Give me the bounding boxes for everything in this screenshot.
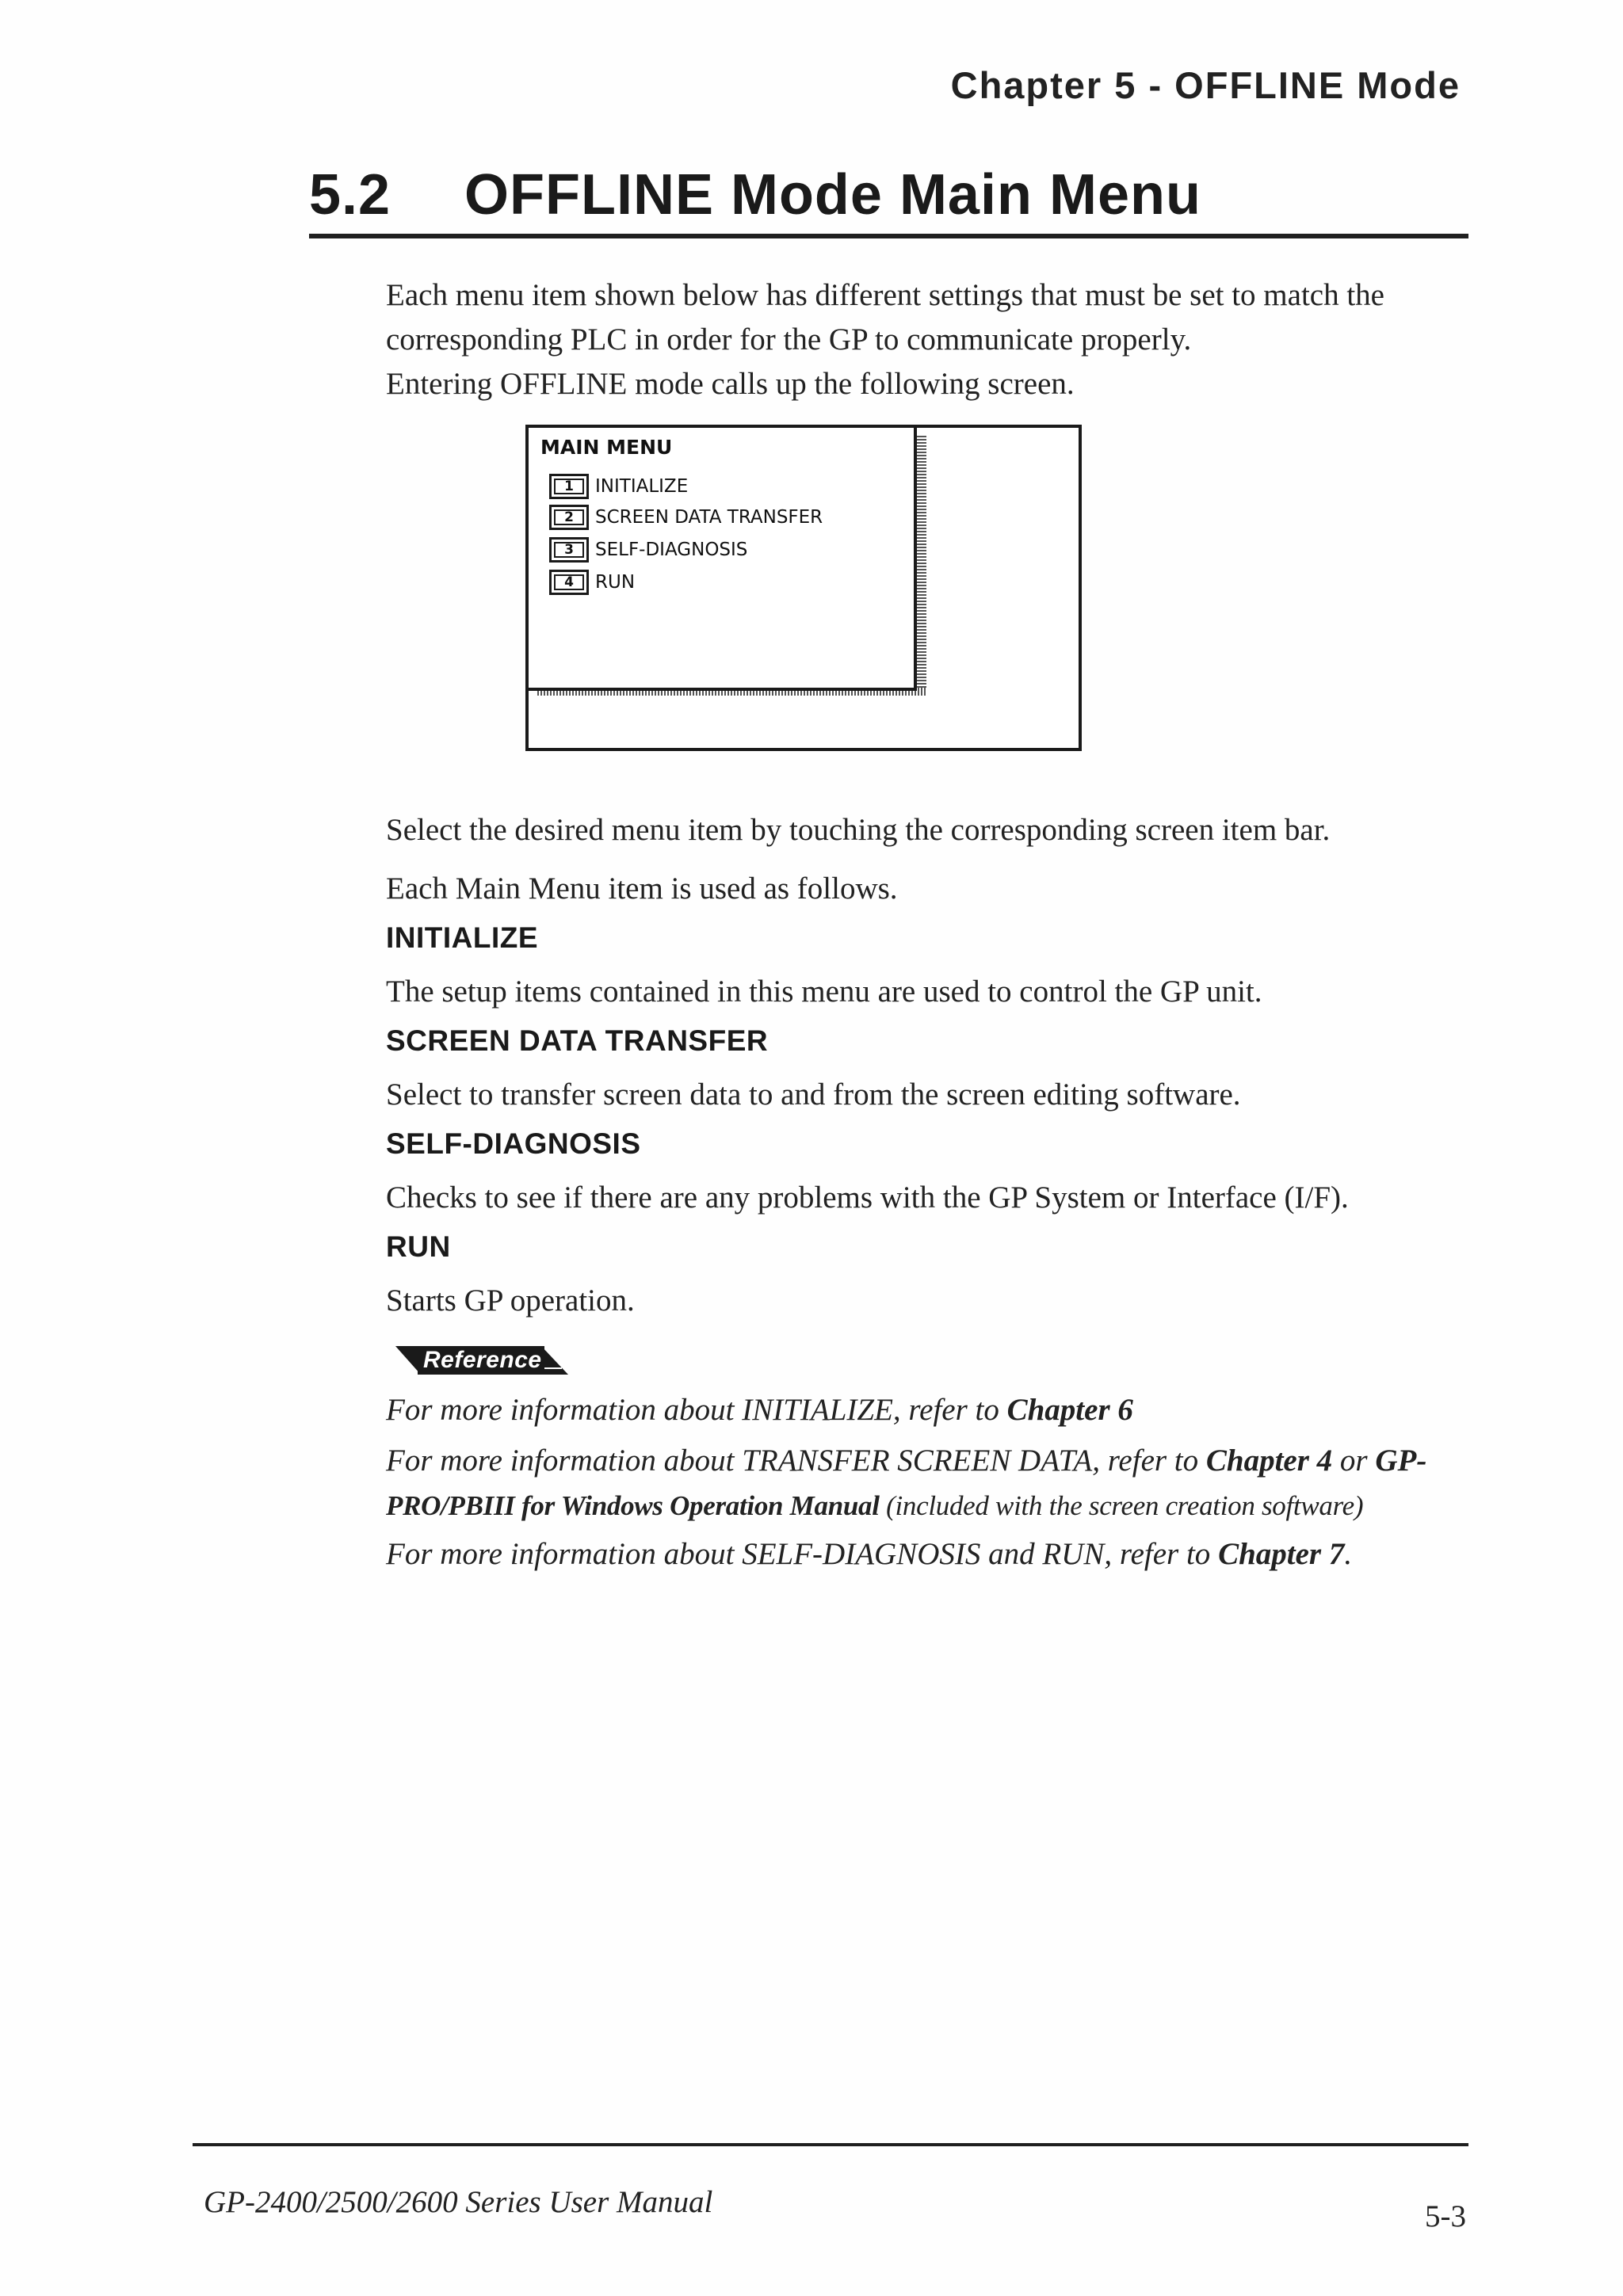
menu-item-screen-data-transfer[interactable]: [549, 504, 823, 531]
reference-badge: [394, 1344, 570, 1376]
menu-item-initialize[interactable]: [549, 473, 688, 500]
note-text: For more information about TRANSFER SCREEN DATA, refer to: [386, 1444, 1206, 1478]
intro-line: corresponding PLC in order for the GP to communicate properly.: [386, 322, 1192, 357]
note-text: For more information about INITIALIZE, refer to: [386, 1393, 1007, 1427]
heading-self-diagnosis: SELF-DIAGNOSIS: [386, 1127, 641, 1160]
intro-paragraph: [386, 273, 1472, 406]
title-rule: [309, 234, 1468, 238]
intro-line: Each menu item shown below has different settings that must be set to match the: [386, 278, 1384, 312]
section-title: [309, 162, 1201, 227]
text-self-diagnosis: Checks to see if there are any problems with the GP System or Interface (I/F).: [386, 1180, 1349, 1215]
text-screen-data-transfer: Select to transfer screen data to and from the screen editing software.: [386, 1077, 1241, 1112]
usage-intro: Each Main Menu item is used as follows.: [386, 871, 898, 906]
reference-badge-label: Reference: [423, 1347, 542, 1373]
manual-ref: PRO/PBIII for Windows Operation Manual: [386, 1490, 880, 1521]
section-number: 5.2: [309, 163, 391, 227]
page-number: 5-3: [1425, 2199, 1466, 2233]
menu-item-number: 2: [549, 505, 589, 530]
note-text: .: [1344, 1537, 1353, 1571]
chapter-header: Chapter 5 - OFFLINE Mode: [950, 64, 1461, 106]
select-instruction: Select the desired menu item by touching the corresponding screen item bar.: [386, 813, 1331, 847]
heading-run: RUN: [386, 1230, 451, 1263]
note-text: For more information about SELF-DIAGNOSIS and RUN, refer to: [386, 1537, 1219, 1571]
menu-item-run[interactable]: [549, 569, 635, 596]
menu-item-label: RUN: [595, 572, 636, 593]
text-initialize: The setup items contained in this menu are used to control the GP unit.: [386, 974, 1262, 1009]
section-title-text: OFFLINE Mode Main Menu: [464, 163, 1201, 227]
reference-note-initialize: [386, 1388, 1480, 1432]
footer-manual-title: GP-2400/2500/2600 Series User Manual: [204, 2185, 713, 2219]
chapter-ref: Chapter 4: [1205, 1444, 1333, 1478]
menu-item-self-diagnosis[interactable]: [549, 536, 747, 563]
manual-ref: GP-: [1375, 1444, 1427, 1478]
menu-item-label: INITIALIZE: [595, 476, 689, 497]
menu-item-label: SCREEN DATA TRANSFER: [595, 507, 823, 528]
window-shadow-right: [915, 436, 926, 694]
footer-rule: [193, 2143, 1468, 2146]
menu-item-number: 3: [549, 537, 589, 563]
text-run: Starts GP operation.: [386, 1283, 635, 1318]
note-text: (included with the screen creation software): [879, 1490, 1364, 1521]
reference-note-self-diagnosis-run: [386, 1532, 1480, 1577]
menu-item-number: 1: [549, 474, 589, 499]
chapter-ref: Chapter 6: [1006, 1393, 1133, 1427]
chapter-ref: Chapter 7: [1218, 1537, 1345, 1571]
heading-initialize: INITIALIZE: [386, 921, 539, 954]
main-menu-title: MAIN MENU: [540, 436, 673, 459]
note-text: or: [1332, 1444, 1376, 1478]
reference-note-transfer: [386, 1439, 1480, 1528]
menu-item-number: 4: [549, 570, 589, 595]
heading-screen-data-transfer: SCREEN DATA TRANSFER: [386, 1024, 769, 1057]
intro-line: Entering OFFLINE mode calls up the following screen.: [386, 367, 1075, 401]
menu-item-label: SELF-DIAGNOSIS: [595, 540, 748, 560]
